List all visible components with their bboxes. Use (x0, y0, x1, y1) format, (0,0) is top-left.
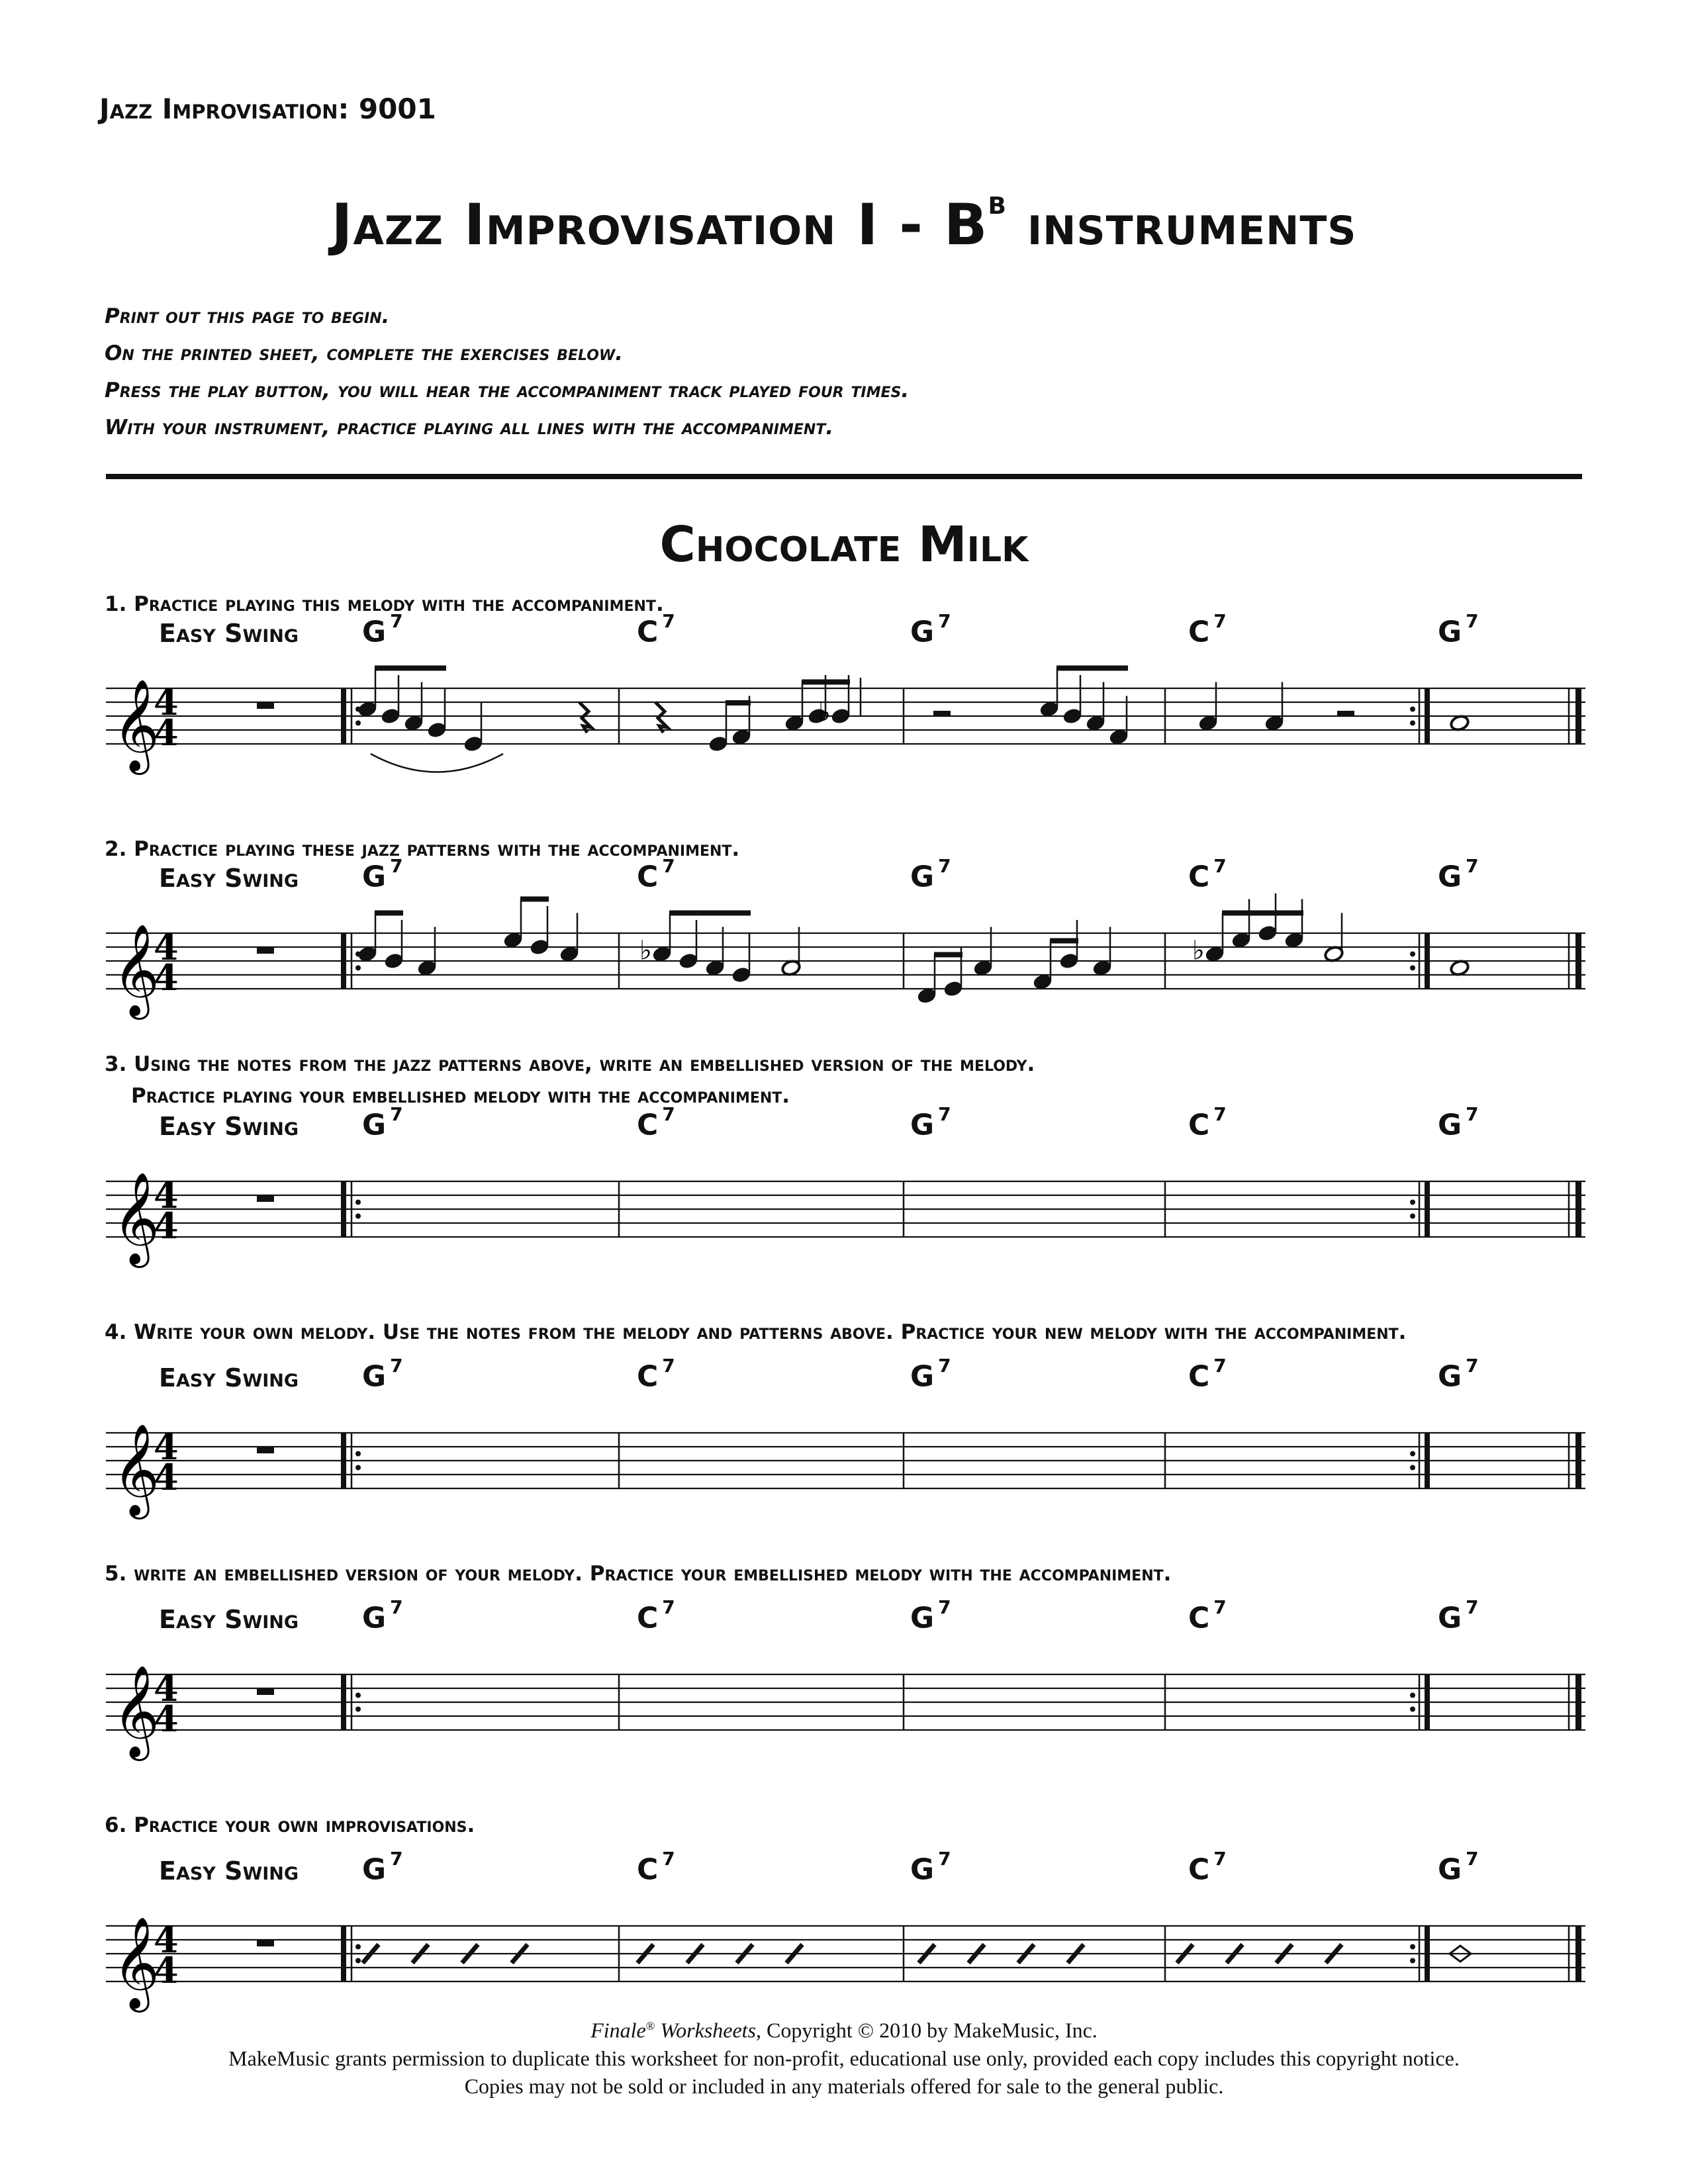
music-staff (0, 893, 1688, 1026)
repeat-dot (1410, 1693, 1415, 1698)
title-main: Jazz Improvisation I - B (331, 192, 988, 258)
footer-worksheets: Worksheets (655, 2018, 756, 2042)
repeat-end-thick (1425, 933, 1430, 989)
repeat-start-thick (341, 1674, 346, 1730)
chord-symbol (637, 1103, 675, 1142)
chord-extension: 7 (662, 610, 675, 632)
repeat-end-thick (1425, 1926, 1430, 1981)
chord-root: G (362, 1852, 387, 1887)
chord-root: C (1188, 860, 1210, 894)
footer-reg-mark: ® (645, 2019, 655, 2032)
time-sig-top: 4 (154, 1174, 179, 1216)
repeat-dot (1410, 966, 1415, 971)
note (1198, 682, 1219, 732)
chord-symbol (1188, 1596, 1227, 1635)
repeat-dot (355, 1958, 361, 1964)
time-sig-top: 4 (154, 1667, 179, 1709)
music-staff (0, 1886, 1688, 2019)
repeat-end-thick (1425, 1433, 1430, 1488)
tempo-marking: Easy Swing (159, 1112, 299, 1141)
chord-root: C (1188, 1852, 1210, 1887)
note (404, 682, 424, 732)
note (357, 668, 378, 718)
time-sig-bottom: 4 (154, 1949, 179, 1991)
tempo-marking: Easy Swing (159, 864, 299, 893)
chord-extension: 7 (390, 610, 403, 632)
beam (520, 897, 549, 902)
chord-symbol (1438, 1355, 1479, 1394)
exercise-label: 1. Practice playing this melody with the accompaniment. (105, 592, 664, 616)
note (1284, 899, 1305, 949)
repeat-dot (1410, 1214, 1415, 1219)
chord-root: G (1438, 615, 1462, 649)
divider-rule (106, 474, 1582, 479)
chord-root: C (1188, 1359, 1210, 1394)
time-sig-top: 4 (154, 681, 179, 723)
chord-extension: 7 (1466, 1596, 1479, 1618)
note (1109, 696, 1129, 746)
repeat-dot (1410, 1451, 1415, 1457)
chord-extension: 7 (390, 1596, 403, 1618)
chord-root: G (362, 1601, 387, 1635)
note (705, 927, 726, 977)
whole-rest-icon (257, 1940, 274, 1946)
treble-clef-icon: 𝄞 (113, 1665, 160, 1757)
repeat-dot (1410, 721, 1415, 726)
time-sig-bottom: 4 (154, 1698, 179, 1740)
chord-symbol (910, 610, 951, 649)
exercise-label: 5. write an embellished version of your melody. Practice your embellished melody with the accompaniment. (105, 1562, 1172, 1586)
beam (375, 666, 446, 671)
chord-root: G (362, 1108, 387, 1142)
footer-line-1 (0, 2012, 1688, 2044)
chord-root: C (637, 860, 659, 894)
chord-extension: 7 (662, 1103, 675, 1125)
final-barline-thick (1575, 688, 1581, 744)
repeat-dot (1410, 1944, 1415, 1950)
chord-extension: 7 (1466, 1355, 1479, 1377)
chord-extension: 7 (1466, 1103, 1479, 1125)
footer-copyright: , Copyright © 2010 by MakeMusic, Inc. (755, 2018, 1098, 2042)
final-barline-thick (1575, 1181, 1581, 1237)
footer-finale: Finale (590, 2018, 646, 2042)
repeat-dot (1410, 1200, 1415, 1205)
chord-symbol (910, 1596, 951, 1635)
chord-root: G (1438, 860, 1462, 894)
repeat-dot (355, 1944, 361, 1950)
whole-rest-icon (257, 702, 274, 709)
note (784, 682, 805, 732)
time-sig-bottom: 4 (154, 956, 179, 999)
note (1450, 959, 1470, 977)
chord-symbol (362, 1355, 403, 1394)
chord-root: G (910, 1852, 935, 1887)
note (639, 913, 672, 966)
note (530, 906, 550, 956)
chord-symbol (637, 855, 675, 894)
beam (1050, 938, 1078, 944)
instruction-line: Print out this page to begin. (105, 304, 390, 328)
note (917, 955, 937, 1005)
chord-extension: 7 (390, 1103, 403, 1125)
chord-symbol (910, 855, 951, 894)
chord-extension: 7 (1213, 855, 1227, 877)
chord-symbol (1438, 1103, 1479, 1142)
chord-root: G (362, 860, 387, 894)
svg-text:♭: ♭ (639, 935, 652, 966)
whole-rest-icon (257, 1688, 274, 1695)
piece-title: Chocolate Milk (659, 516, 1029, 573)
chord-extension: 7 (1213, 1103, 1227, 1125)
chord-root: G (910, 1601, 935, 1635)
repeat-dot (1410, 1958, 1415, 1964)
chord-root: C (637, 1601, 659, 1635)
copyright-footer (0, 2012, 1688, 2100)
quarter-rest-icon (655, 702, 667, 733)
chord-root: C (1188, 1601, 1210, 1635)
note (417, 927, 438, 977)
chord-extension: 7 (1213, 1355, 1227, 1377)
chord-root: C (637, 1108, 659, 1142)
tempo-marking: Easy Swing (159, 1363, 299, 1392)
final-barline-thick (1575, 1926, 1581, 1981)
note (1086, 682, 1106, 732)
chord-root: G (362, 1359, 387, 1394)
chord-symbol (1188, 855, 1227, 894)
note (1264, 682, 1285, 732)
title-suffix: instruments (1006, 192, 1357, 258)
note (1450, 714, 1470, 732)
chord-symbol (637, 1848, 675, 1887)
chord-symbol (1188, 1103, 1227, 1142)
repeat-dot (355, 1465, 361, 1471)
repeat-dot (1410, 1465, 1415, 1471)
note (559, 913, 580, 963)
repeat-end-thick (1425, 1674, 1430, 1730)
quarter-rest-icon (579, 702, 591, 733)
chord-root: G (910, 615, 935, 649)
chord-root: C (637, 1852, 659, 1887)
treble-clef-icon: 𝄞 (113, 1424, 160, 1516)
svg-text:♭: ♭ (818, 698, 831, 728)
tempo-marking: Easy Swing (159, 1856, 299, 1886)
chord-symbol (1438, 855, 1479, 894)
beam (726, 700, 751, 705)
note (781, 927, 802, 977)
note (1039, 668, 1060, 718)
chord-root: G (1438, 1852, 1462, 1887)
chord-symbol (362, 610, 403, 649)
chord-extension: 7 (1213, 1848, 1227, 1870)
note (1059, 920, 1080, 970)
repeat-dot (355, 1214, 361, 1219)
chord-extension: 7 (938, 1848, 951, 1870)
chord-extension: 7 (938, 1103, 951, 1125)
tempo-marking: Easy Swing (159, 1605, 299, 1634)
chord-extension: 7 (1213, 1596, 1227, 1618)
music-staff (0, 1635, 1688, 1767)
note (463, 703, 484, 752)
instruction-line: With your instrument, practice playing all lines with the accompaniment. (105, 416, 834, 439)
chord-extension: 7 (1213, 610, 1227, 632)
repeat-start-thick (341, 1181, 346, 1237)
chord-symbol (362, 1103, 403, 1142)
treble-clef-icon: 𝄞 (113, 679, 160, 771)
time-sig-bottom: 4 (154, 711, 179, 754)
chord-extension: 7 (390, 1355, 403, 1377)
chord-extension: 7 (938, 1355, 951, 1377)
exercise-label: 4. Write your own melody. Use the notes from the melody and patterns above. Practice your new melody with the accompaniment. (105, 1320, 1407, 1344)
note (708, 703, 729, 752)
chord-symbol (1438, 610, 1479, 649)
final-barline-thick (1575, 1674, 1581, 1730)
chord-extension: 7 (938, 1596, 951, 1618)
beam (934, 952, 962, 958)
repeat-end-thick (1425, 1181, 1430, 1237)
note (503, 899, 524, 949)
time-sig-bottom: 4 (154, 1456, 179, 1498)
chord-symbol (1188, 610, 1227, 649)
repeat-dot (355, 1200, 361, 1205)
whole-rest-icon (257, 947, 274, 954)
page-title (0, 183, 1688, 258)
repeat-start-thick (341, 1926, 346, 1981)
chord-extension: 7 (662, 1596, 675, 1618)
chord-extension: 7 (390, 1848, 403, 1870)
slur (371, 754, 503, 772)
chord-symbol (910, 1848, 951, 1887)
repeat-dot (355, 1693, 361, 1698)
chord-extension: 7 (662, 855, 675, 877)
footer-line-2: MakeMusic grants permission to duplicate this worksheet for non-profit, educational use only, provided each copy includes this copyright notice. (228, 2046, 1460, 2070)
beam (669, 911, 751, 916)
svg-text:♭: ♭ (1192, 935, 1205, 966)
repeat-dot (355, 1451, 361, 1457)
note (1231, 899, 1252, 949)
whole-rest-icon (257, 1195, 274, 1202)
note (381, 675, 401, 725)
chord-symbol (362, 855, 403, 894)
chord-extension: 7 (662, 1848, 675, 1870)
time-sig-top: 4 (154, 926, 179, 968)
chord-root: G (910, 860, 935, 894)
chord-extension: 7 (1466, 610, 1479, 632)
chord-symbol (362, 1596, 403, 1635)
final-barline-thick (1575, 1433, 1581, 1488)
chord-root: C (1188, 1108, 1210, 1142)
note (1324, 913, 1344, 963)
repeat-dot (1410, 952, 1415, 957)
tempo-marking: Easy Swing (159, 619, 299, 648)
instructions (105, 298, 909, 446)
repeat-dot (1410, 707, 1415, 712)
repeat-dot (355, 721, 361, 726)
time-sig-top: 4 (154, 1919, 179, 1961)
chord-root: C (1188, 615, 1210, 649)
treble-clef-icon: 𝄞 (113, 1917, 160, 2009)
chord-symbol (637, 610, 675, 649)
chord-symbol (910, 1103, 951, 1142)
note (1092, 927, 1113, 977)
chord-symbol (637, 1355, 675, 1394)
chord-root: C (637, 615, 659, 649)
beam (1056, 666, 1128, 671)
chord-root: C (637, 1359, 659, 1394)
chord-extension: 7 (938, 855, 951, 877)
chord-extension: 7 (1466, 855, 1479, 877)
chord-extension: 7 (662, 1355, 675, 1377)
instruction-line: Press the play button, you will hear the accompaniment track played four times. (105, 379, 910, 402)
exercise-label: 2. Practice playing these jazz patterns with the accompaniment. (105, 837, 740, 861)
treble-clef-icon: 𝄞 (113, 1172, 160, 1264)
music-staff (0, 649, 1688, 781)
worksheet-label: Jazz Improvisation: 9001 (99, 93, 436, 125)
time-sig-bottom: 4 (154, 1205, 179, 1247)
chord-root: G (1438, 1108, 1462, 1142)
note (973, 927, 994, 977)
exercise-label: 3. Using the notes from the jazz patterns above, write an embellished version of the melody. (105, 1052, 1035, 1076)
chord-symbol (1188, 1848, 1227, 1887)
chord-root: G (362, 615, 387, 649)
final-barline-thick (1575, 933, 1581, 989)
music-staff (0, 1393, 1688, 1525)
chord-symbol (637, 1596, 675, 1635)
half-rest-icon (1337, 711, 1354, 716)
beam (375, 911, 403, 916)
note (731, 934, 752, 983)
chord-symbol (362, 1848, 403, 1887)
music-staff (0, 1142, 1688, 1274)
repeat-end-thick (1425, 688, 1430, 744)
half-rest-icon (933, 711, 951, 716)
flat-sign: b (988, 183, 1007, 223)
repeat-dot (1410, 1707, 1415, 1712)
repeat-start-thick (341, 1433, 346, 1488)
note (357, 913, 378, 963)
time-sig-top: 4 (154, 1426, 179, 1468)
repeat-start-thick (341, 688, 346, 744)
chord-symbol (1438, 1848, 1479, 1887)
note (1062, 675, 1083, 725)
chord-symbol (1188, 1355, 1227, 1394)
note (427, 689, 447, 739)
chord-symbol (1438, 1596, 1479, 1635)
chord-extension: 7 (390, 855, 403, 877)
chord-extension: 7 (1466, 1848, 1479, 1870)
chord-root: G (910, 1359, 935, 1394)
note (384, 920, 404, 970)
chord-root: G (910, 1108, 935, 1142)
note (1033, 941, 1053, 991)
whole-rest-icon (257, 1447, 274, 1453)
exercise-label: 6. Practice your own improvisations. (105, 1813, 475, 1837)
chord-symbol (910, 1355, 951, 1394)
chord-root: G (1438, 1359, 1462, 1394)
repeat-dot (355, 966, 361, 971)
note (1258, 893, 1278, 942)
exercise-label-line-2: Practice playing your embellished melody with the accompaniment. (131, 1084, 790, 1108)
repeat-dot (355, 1707, 361, 1712)
beam (1222, 911, 1303, 916)
note (679, 920, 699, 970)
footer-line-3: Copies may not be sold or included in any materials offered for sale to the general public. (464, 2073, 1224, 2098)
note (1192, 913, 1225, 966)
treble-clef-icon: 𝄞 (113, 924, 160, 1016)
instruction-line: On the printed sheet, complete the exercises below. (105, 341, 623, 365)
beam (802, 680, 850, 685)
repeat-start-thick (341, 933, 346, 989)
chord-extension: 7 (938, 610, 951, 632)
chord-root: G (1438, 1601, 1462, 1635)
